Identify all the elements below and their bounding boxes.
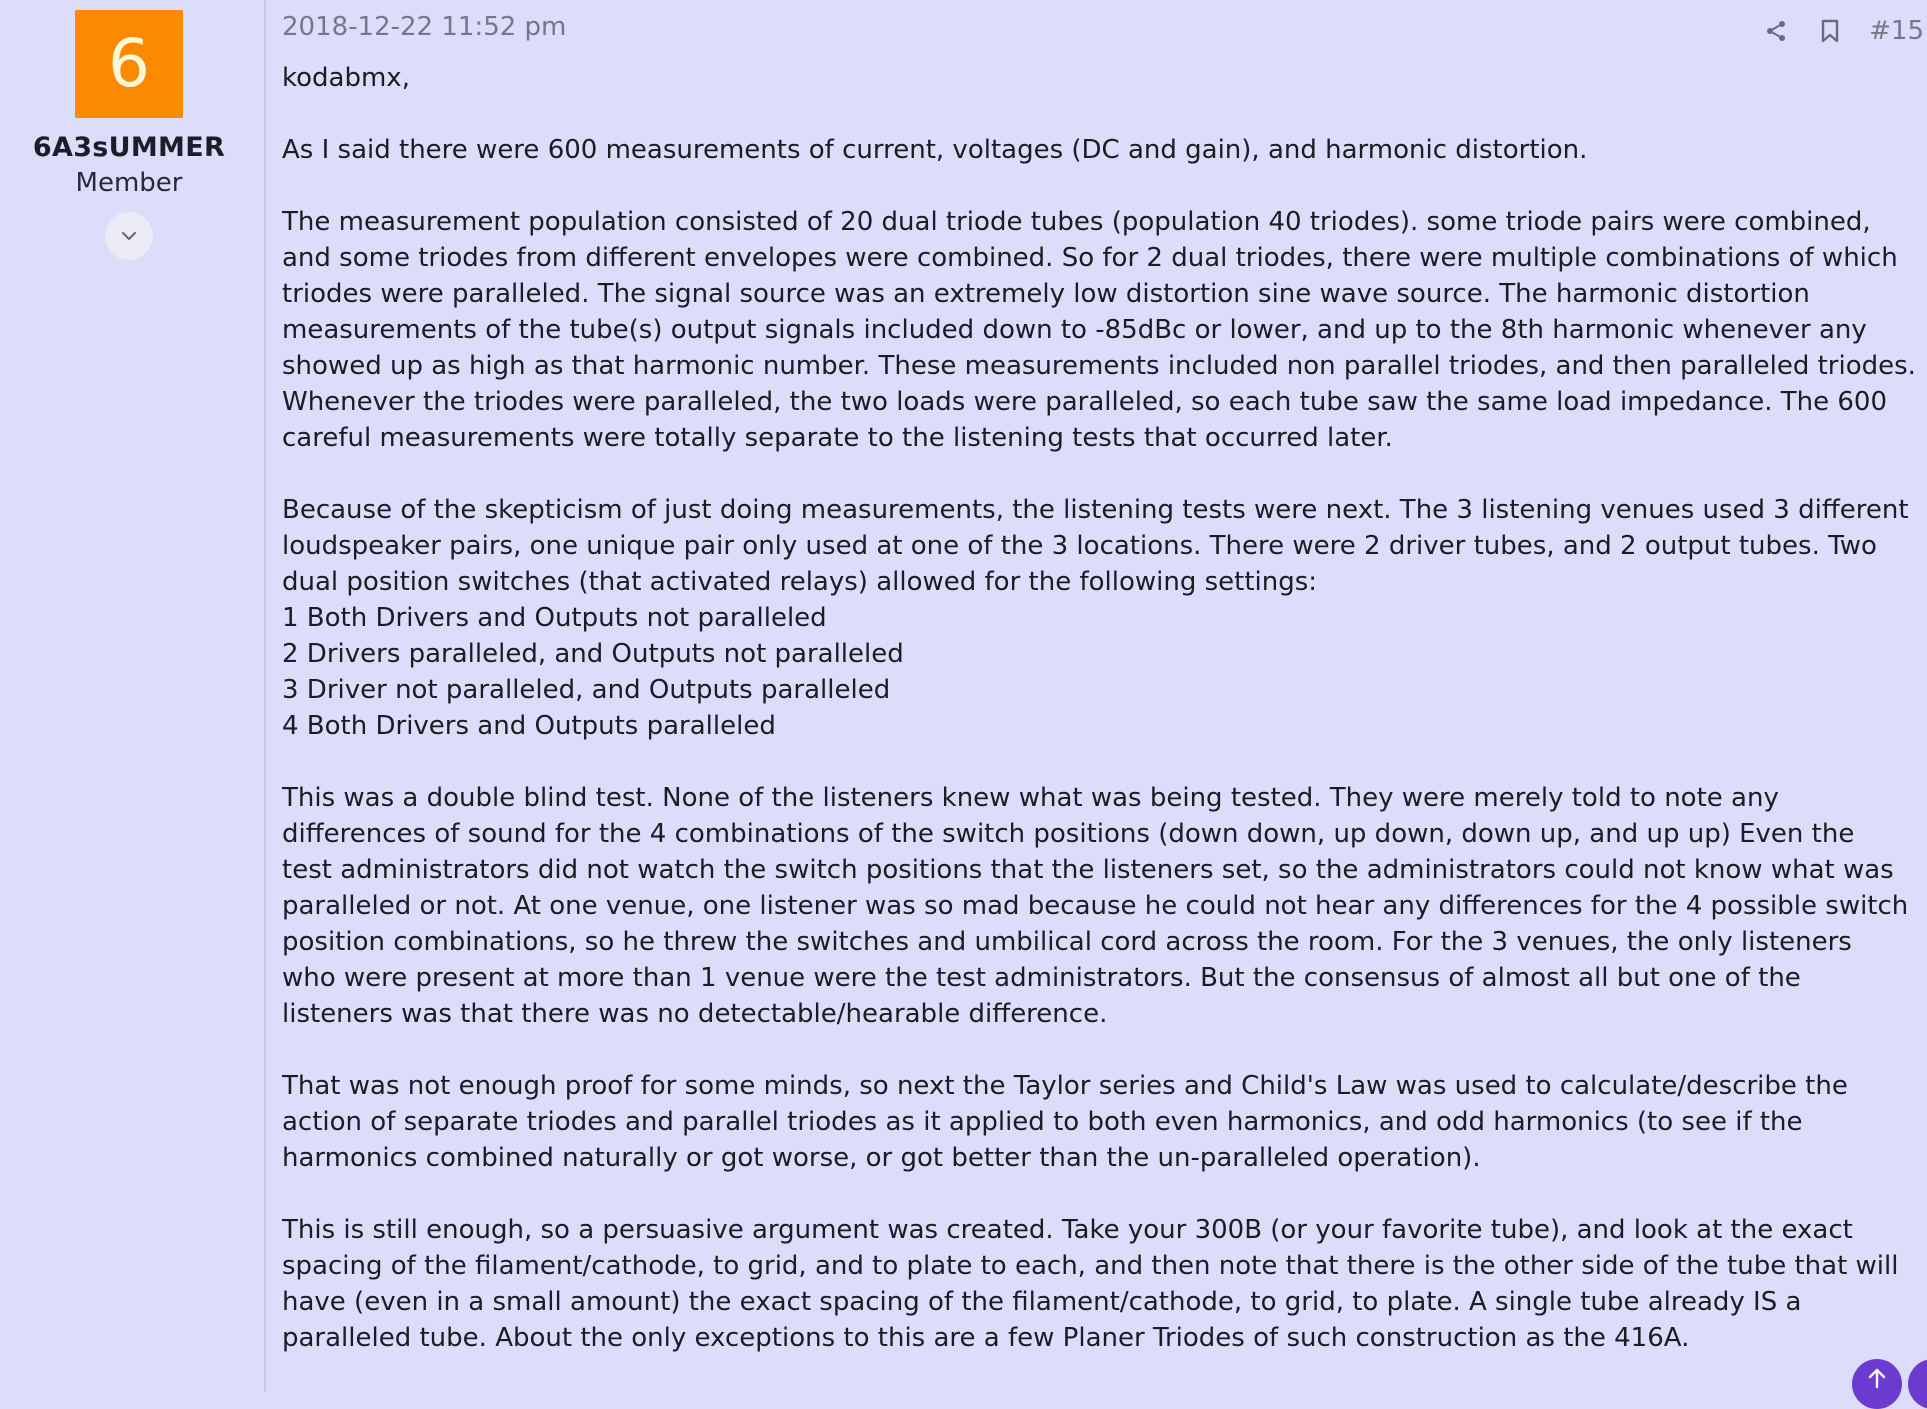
post-date[interactable]: 2018-12-22 11:52 pm bbox=[282, 12, 567, 42]
post-body bbox=[282, 60, 1922, 1392]
user-role: Member bbox=[75, 168, 183, 198]
post-paragraph: That was not enough proof for some minds, so next the Taylor series and Child's Law was used to calculate/describe the action of separate triodes and parallel triodes as it applied to both even harmonics, and odd harmonics (to see if the harmonics combined naturally or got worse, or got better than the un-paralleled operation). bbox=[282, 1071, 1848, 1173]
post-paragraph: The measurement population consisted of 20 dual triode tubes (population 40 triodes). some triode pairs were combined, and some triodes from different envelopes were combined. So for 2 dual triodes, there were multiple combinations of which triodes were paralleled. The signal source was an extremely low distortion sine wave source. The harmonic distortion measurements of the tube(s) output signals included down to -85dBc or lower, and up to the 8th harmonic whenever any showed up as high as that harmonic number. These measurements included non parallel triodes, and then paralleled triodes. Whenever the triodes were paralleled, the two loads were paralleled, so each tube saw the same load impedance. The 600 careful measurements were totally separate to the listening tests that occurred later. bbox=[282, 207, 1916, 453]
expand-user-info-button[interactable] bbox=[105, 212, 153, 260]
post-actions bbox=[1739, 14, 1924, 48]
user-sidebar bbox=[0, 0, 266, 1392]
post-number-link[interactable]: #15 bbox=[1869, 16, 1924, 46]
post-paragraph: This was a double blind test. None of the listeners knew what was being tested. They were merely told to note any differences of sound for the 4 combinations of the switch positions (down down, up down, down up, and up up) Even the test administrators did not watch the switch positions that the listeners set, so the administrators could not know what was paralleled or not. At one venue, one listener was so mad because he could not hear any differences for the 4 possible switch position combinations, so he threw the switches and umbilical cord across the room. For the 3 venues, the only listeners who were present at more than 1 venue were the test administrators. But the consensus of almost all but one of the listeners was that there was no detectable/hearable difference. bbox=[282, 783, 1909, 1029]
post-paragraph: As I said there were 600 measurements of current, voltages (DC and gain), and harmonic distortion. bbox=[282, 135, 1588, 165]
bookmark-icon bbox=[1819, 18, 1841, 44]
bookmark-button[interactable] bbox=[1813, 14, 1847, 48]
username[interactable]: 6A3sUMMER bbox=[32, 132, 226, 163]
share-icon bbox=[1764, 19, 1788, 43]
avatar[interactable]: 6 bbox=[75, 10, 183, 118]
post-main bbox=[282, 0, 1922, 1392]
share-button[interactable] bbox=[1759, 14, 1793, 48]
post-paragraph: kodabmx, bbox=[282, 63, 410, 93]
chevron-down-icon bbox=[120, 230, 138, 242]
post-paragraph: Because of the skepticism of just doing measurements, the listening tests were next. The 3 listening venues used 3 different loudspeaker pairs, one unique pair only used at one of the 3 locations. There were 2 driver tubes, and 2 output tubes. Two dual position switches (that activated relays) allowed for the following settings: 1 Both Drivers and Outputs not paralleled 2 Drivers paralleled, and Outputs not paralleled 3 Driver not paralleled, and Outputs paralleled 4 Both Drivers and Outputs paralleled bbox=[282, 495, 1909, 741]
arrow-up-icon bbox=[1866, 1367, 1888, 1389]
scroll-to-top-button[interactable] bbox=[1852, 1359, 1902, 1409]
post-paragraph: This is still enough, so a persuasive argument was created. Take your 300B (or your favorite tube), and look at the exact spacing of the filament/cathode, to grid, and to plate to each, and then note that there is the other side of the tube that will have (even in a small amount) the exact spacing of the filament/cathode, to grid, to plate. A single tube already IS a paralleled tube. About the only exceptions to this are a few Planer Triodes of such construction as the 416A. bbox=[282, 1215, 1899, 1353]
